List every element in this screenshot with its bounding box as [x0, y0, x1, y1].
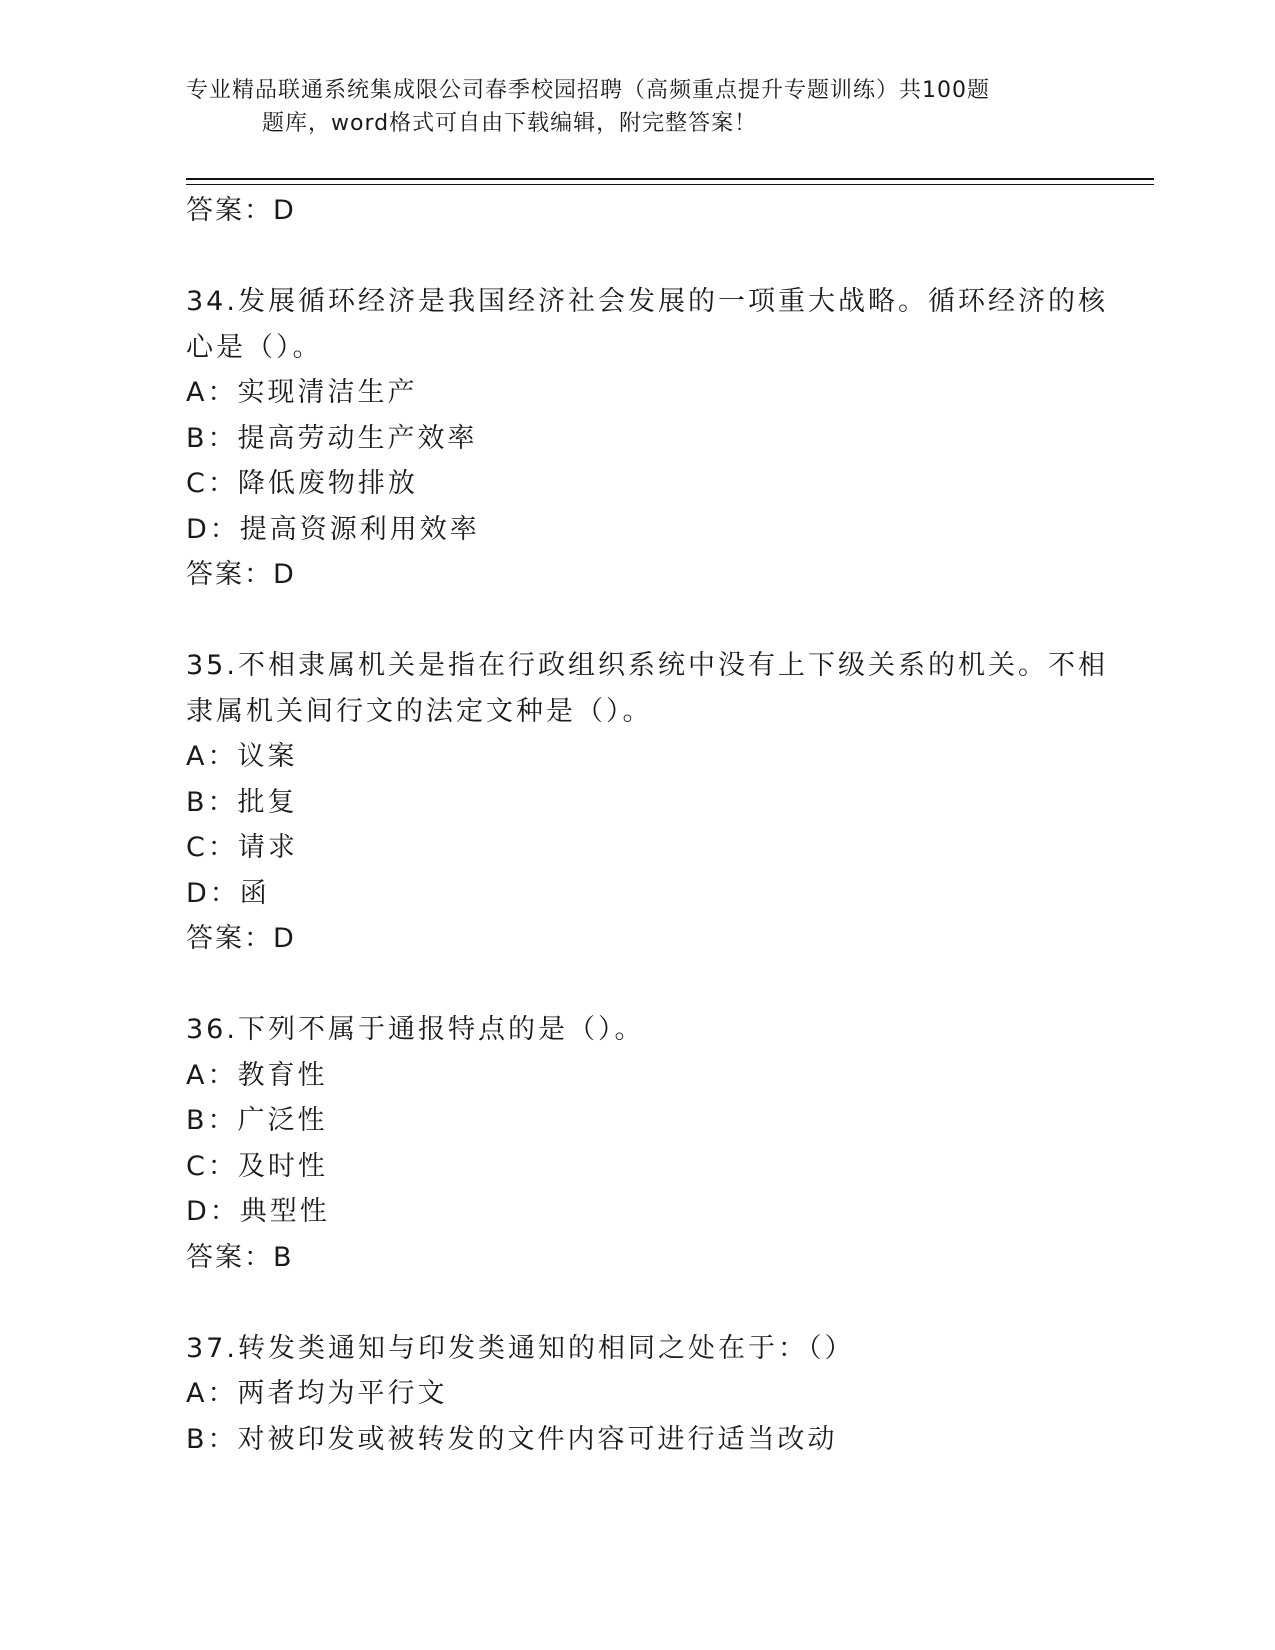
- option-a: A：教育性: [186, 1059, 328, 1091]
- option-b: B：提高劳动生产效率: [186, 422, 478, 454]
- option-c: C：及时性: [186, 1150, 328, 1182]
- header-divider-thin: [186, 184, 1154, 185]
- option-a: A：实现清洁生产: [186, 377, 418, 408]
- header-title-line2: 题库，word格式可自由下载编辑，附完整答案！: [262, 111, 758, 136]
- question-block: [186, 279, 1108, 598]
- option-b: B：对被印发或被转发的文件内容可进行适当改动: [186, 1423, 838, 1455]
- option-d: D：提高资源利用效率: [186, 513, 480, 545]
- header-title-line1: 专业精品联通系统集成限公司春季校园招聘（高频重点提升专题训练）共100题: [186, 78, 990, 103]
- answer-line: 答案：D: [186, 559, 296, 590]
- option-c: C：请求: [186, 832, 298, 863]
- question-stem: 36.下列不属于通报特点的是（）。: [186, 1014, 645, 1045]
- question-stem: 37.转发类通知与印发类通知的相同之处在于：（）: [186, 1332, 855, 1364]
- question-block: [186, 643, 1108, 962]
- option-d: D：典型性: [186, 1196, 330, 1227]
- answer-line: 答案：D: [186, 195, 296, 226]
- question-stem: 34.发展循环经济是我国经济社会发展的一项重大战略。循环经济的核: [186, 286, 1108, 317]
- option-b: B：广泛性: [186, 1105, 328, 1136]
- answer-line: 答案：D: [186, 923, 296, 954]
- option-d: D：函: [186, 877, 270, 909]
- answer-line: 答案：B: [186, 1241, 294, 1273]
- question-list: [186, 188, 1108, 1462]
- question-block: [186, 1326, 1086, 1463]
- option-c: C：降低废物排放: [186, 468, 418, 499]
- question-block: [186, 1007, 1086, 1280]
- question-stem: 35.不相隶属机关是指在行政组织系统中没有上下级关系的机关。不相: [186, 650, 1108, 681]
- option-a: A：议案: [186, 741, 298, 772]
- question-stem: 隶属机关间行文的法定文种是（）。: [186, 695, 653, 727]
- option-a: A：两者均为平行文: [186, 1378, 448, 1409]
- question-stem: 心是（）。: [186, 331, 323, 363]
- option-b: B：批复: [186, 786, 298, 818]
- page-header: [186, 74, 1066, 140]
- header-divider-thick: [186, 178, 1154, 180]
